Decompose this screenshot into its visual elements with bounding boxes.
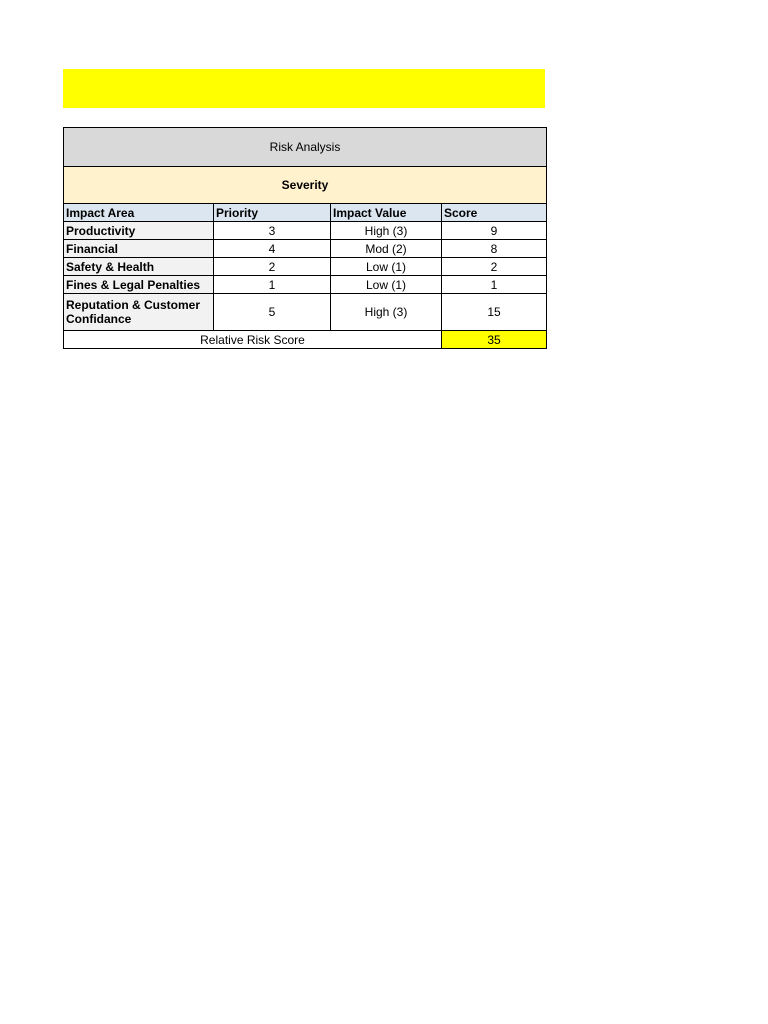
table-title[interactable]: Risk Analysis xyxy=(64,128,547,167)
highlight-banner xyxy=(63,69,545,108)
impact-area-cell[interactable]: Financial xyxy=(64,240,214,258)
table-row xyxy=(64,240,547,258)
score-cell[interactable]: 2 xyxy=(442,258,547,276)
header-impact-area[interactable]: Impact Area xyxy=(64,204,214,222)
impact-area-cell[interactable]: Productivity xyxy=(64,222,214,240)
title-row xyxy=(64,128,547,167)
score-cell[interactable]: 9 xyxy=(442,222,547,240)
impact-area-cell[interactable]: Safety & Health xyxy=(64,258,214,276)
impact-value-cell[interactable]: High (3) xyxy=(331,294,442,331)
total-row xyxy=(64,331,547,349)
priority-cell[interactable]: 2 xyxy=(214,258,331,276)
header-row xyxy=(64,204,547,222)
table-row xyxy=(64,258,547,276)
section-row xyxy=(64,167,547,204)
risk-analysis-table xyxy=(63,127,547,349)
impact-value-cell[interactable]: Mod (2) xyxy=(331,240,442,258)
score-cell[interactable]: 1 xyxy=(442,276,547,294)
impact-value-cell[interactable]: Low (1) xyxy=(331,276,442,294)
header-impact-value[interactable]: Impact Value xyxy=(331,204,442,222)
section-title[interactable]: Severity xyxy=(64,167,547,204)
priority-cell[interactable]: 5 xyxy=(214,294,331,331)
impact-value-cell[interactable]: Low (1) xyxy=(331,258,442,276)
impact-value-cell[interactable]: High (3) xyxy=(331,222,442,240)
priority-cell[interactable]: 1 xyxy=(214,276,331,294)
table-row xyxy=(64,222,547,240)
impact-area-cell[interactable]: Reputation & Customer Confidance xyxy=(64,294,214,331)
priority-cell[interactable]: 3 xyxy=(214,222,331,240)
total-label[interactable]: Relative Risk Score xyxy=(64,331,442,349)
header-score[interactable]: Score xyxy=(442,204,547,222)
impact-area-cell[interactable]: Fines & Legal Penalties xyxy=(64,276,214,294)
total-score-cell[interactable]: 35 xyxy=(442,331,547,349)
score-cell[interactable]: 8 xyxy=(442,240,547,258)
header-priority[interactable]: Priority xyxy=(214,204,331,222)
table-row xyxy=(64,294,547,331)
score-cell[interactable]: 15 xyxy=(442,294,547,331)
priority-cell[interactable]: 4 xyxy=(214,240,331,258)
table-row xyxy=(64,276,547,294)
